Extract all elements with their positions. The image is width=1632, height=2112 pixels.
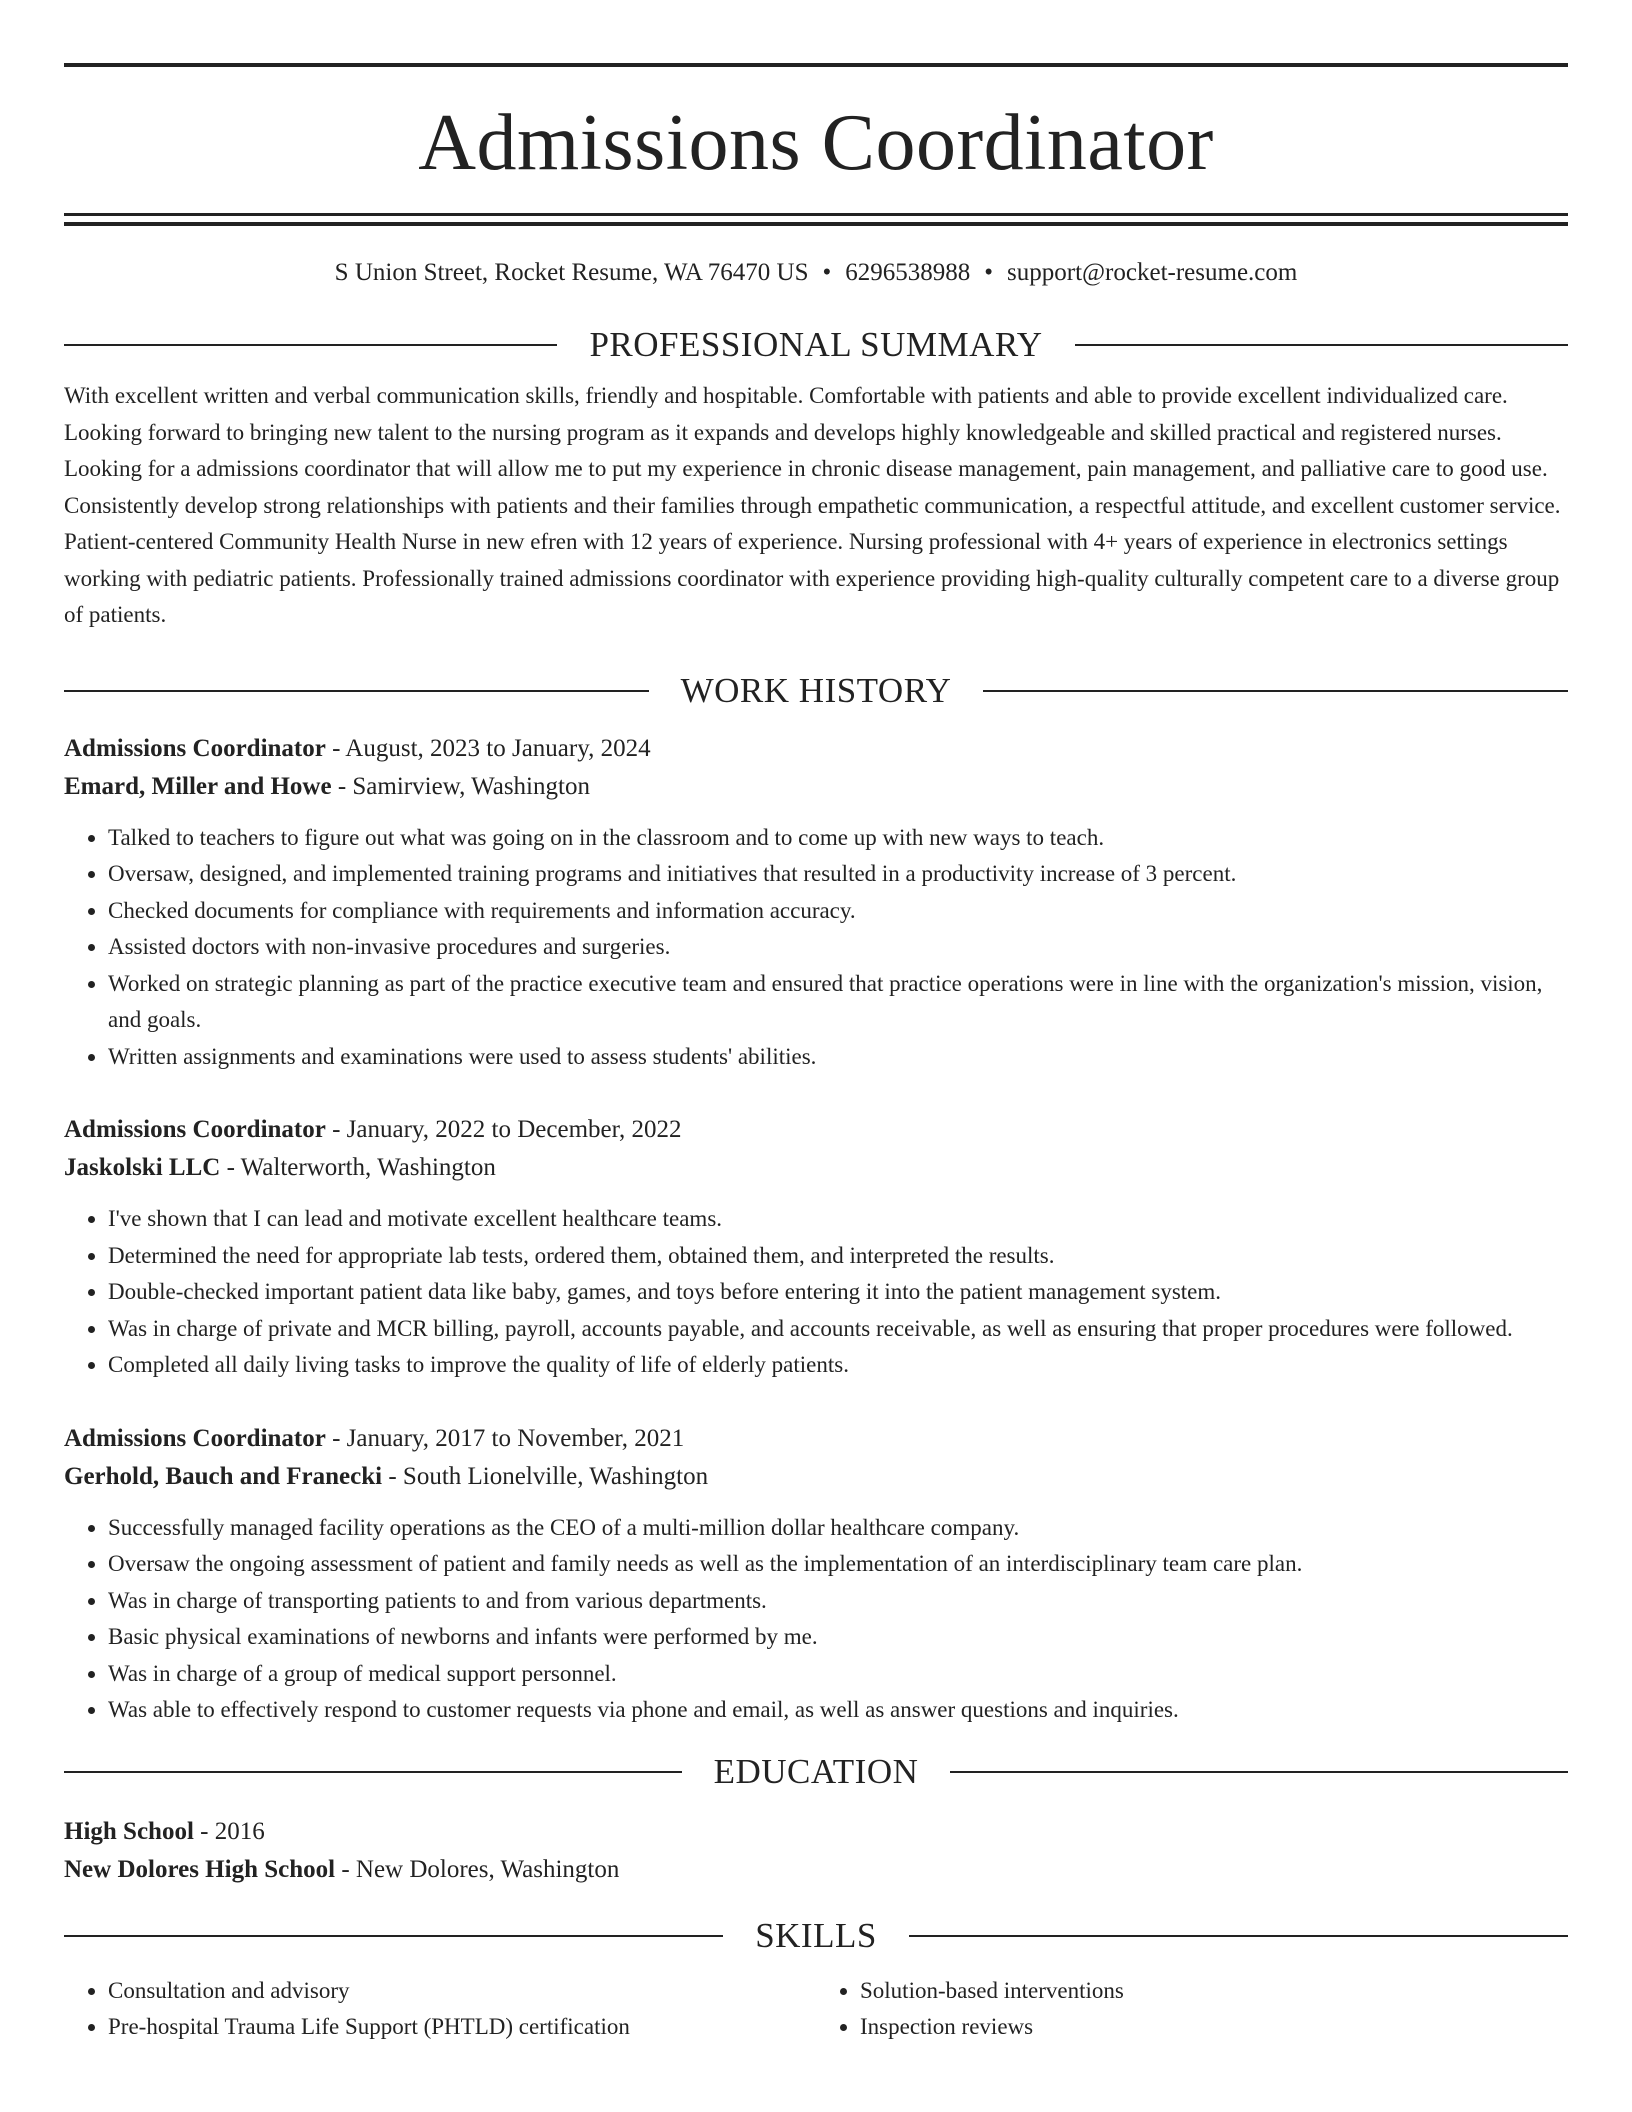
job-entry xyxy=(64,1420,1568,1729)
skills-column-right xyxy=(816,1973,1568,2046)
job-dates: - January, 2017 to November, 2021 xyxy=(325,1424,685,1452)
contact-email: support@rocket-resume.com xyxy=(1007,259,1298,286)
job-title-line xyxy=(64,1111,1568,1149)
job-title: Admissions Coordinator xyxy=(64,734,326,762)
list-item: • Basic physical examinations of newborns and infants were performed by me. xyxy=(108,1619,1568,1656)
divider xyxy=(1075,344,1568,346)
list-item: • Worked on strategic planning as part of the practice executive team and ensured that practice operations were in line with the organization's mission, vision, and goals. xyxy=(108,966,1568,1039)
list-item: • Successfully managed facility operations as the CEO of a multi-million dollar healthcare company. xyxy=(108,1510,1568,1547)
list-item: • Oversaw, designed, and implemented training programs and initiatives that resulted in a productivity increase of 3 percent. xyxy=(108,856,1568,893)
job-location: - South Lionelville, Washington xyxy=(382,1462,709,1490)
job-location: - Samirview, Washington xyxy=(331,772,590,800)
summary-text: With excellent written and verbal communication skills, friendly and hospitable. Comfortable with patients and able to provide excellent individualized care. Looking forward to bringing new talent to the nursing program as it expands and develops highly knowledgeable and skilled practical and registered nurses. Looking for a admissions coordinator that will allow me to put my experience in chronic disease management, pain management, and palliative care to good use. Consistently develop strong relationships with patients and their families through empathetic communication, a respectful attitude, and excellent customer service. Patient-centered Community Health Nurse in new efren with 12 years of experience. Nursing professional with 4+ years of experience in electronics settings working with pediatric patients. Professionally trained admissions coordinator with experience providing high-quality culturally competent care to a diverse group of patients. xyxy=(64,383,1561,627)
section-title: EDUCATION xyxy=(713,1751,919,1791)
job-entry xyxy=(64,1111,1568,1384)
list-item: • Oversaw the ongoing assessment of patient and family needs as well as the implementation of an interdisciplinary team care plan. xyxy=(108,1546,1568,1583)
list-item: • Was in charge of a group of medical support personnel. xyxy=(108,1656,1568,1693)
header-double-rule xyxy=(64,213,1568,226)
contact-phone: 6296538988 xyxy=(845,259,971,286)
job-bullets xyxy=(64,1201,1568,1384)
job-company: Jaskolski LLC xyxy=(64,1154,221,1181)
job-company-line xyxy=(64,768,1568,806)
skills-column-left xyxy=(64,1973,816,2046)
job-dates: - January, 2022 to December, 2022 xyxy=(325,1116,682,1143)
education-entry xyxy=(64,1813,1568,1889)
education-year: - 2016 xyxy=(193,1817,265,1845)
list-item: • Consultation and advisory xyxy=(108,1973,816,2010)
resume-name: Admissions Coordinator xyxy=(418,99,1214,187)
list-item: • Determined the need for appropriate lab tests, ordered them, obtained them, and interpreted the results. xyxy=(108,1238,1568,1275)
section-title: WORK HISTORY xyxy=(680,670,952,710)
list-item: • Solution-based interventions xyxy=(860,1973,1568,2010)
education-degree: High School xyxy=(64,1817,194,1845)
education-school-line xyxy=(64,1851,1568,1889)
job-company-line xyxy=(64,1458,1568,1496)
section-heading-skills xyxy=(64,1915,1568,1957)
resume-page xyxy=(64,0,1568,2046)
divider xyxy=(909,1935,1568,1937)
job-company: Emard, Miller and Howe xyxy=(64,772,332,800)
job-entry xyxy=(64,730,1568,1076)
list-item: • Inspection reviews xyxy=(860,2009,1568,2046)
list-item: • Checked documents for compliance with requirements and information accuracy. xyxy=(108,893,1568,930)
divider xyxy=(64,1935,723,1937)
section-title: PROFESSIONAL SUMMARY xyxy=(589,325,1043,364)
header-top-rule xyxy=(64,63,1568,67)
job-title: Admissions Coordinator xyxy=(64,1116,326,1143)
education-location: - New Dolores, Washington xyxy=(335,1855,620,1883)
job-company-line xyxy=(64,1149,1568,1187)
job-location: - Walterworth, Washington xyxy=(220,1154,496,1181)
list-item: • Was in charge of transporting patients to and from various departments. xyxy=(108,1583,1568,1620)
education-school: New Dolores High School xyxy=(64,1855,336,1883)
education-degree-line xyxy=(64,1813,1568,1851)
list-item: • Written assignments and examinations were used to assess students' abilities. xyxy=(108,1039,1568,1076)
list-item: • Completed all daily living tasks to improve the quality of life of elderly patients. xyxy=(108,1347,1568,1384)
section-title: SKILLS xyxy=(755,1915,877,1955)
contact-separator: • xyxy=(822,259,832,286)
contact-address: S Union Street, Rocket Resume, WA 76470 US xyxy=(334,259,809,286)
job-company: Gerhold, Bauch and Franecki xyxy=(64,1462,383,1490)
job-bullets xyxy=(64,820,1568,1076)
job-dates: - August, 2023 to January, 2024 xyxy=(325,734,651,762)
divider xyxy=(64,690,649,692)
job-title-line xyxy=(64,1420,1568,1458)
list-item: • Double-checked important patient data like baby, games, and toys before entering it into the patient management system. xyxy=(108,1274,1568,1311)
list-item: • I've shown that I can lead and motivate excellent healthcare teams. xyxy=(108,1201,1568,1238)
divider xyxy=(950,1771,1568,1773)
contact-line xyxy=(64,258,1568,288)
list-item: • Was able to effectively respond to customer requests via phone and email, as well as answer questions and inquiries. xyxy=(108,1692,1568,1729)
list-item: • Assisted doctors with non-invasive procedures and surgeries. xyxy=(108,929,1568,966)
section-heading-summary xyxy=(64,324,1568,366)
list-item: • Pre-hospital Trauma Life Support (PHTLD) certification xyxy=(108,2009,816,2046)
divider xyxy=(983,690,1568,692)
list-item: • Talked to teachers to figure out what was going on in the classroom and to come up with new ways to teach. xyxy=(108,820,1568,857)
divider xyxy=(64,344,557,346)
contact-separator: • xyxy=(984,259,994,286)
list-item: • Was in charge of private and MCR billing, payroll, accounts payable, and accounts receivable, as well as ensuring that proper procedures were followed. xyxy=(108,1311,1568,1348)
job-title: Admissions Coordinator xyxy=(64,1424,326,1452)
divider xyxy=(64,1771,682,1773)
section-heading-work-history xyxy=(64,670,1568,712)
section-heading-education xyxy=(64,1751,1568,1793)
skills-list xyxy=(64,1973,1568,2046)
job-bullets xyxy=(64,1510,1568,1729)
job-title-line xyxy=(64,730,1568,768)
